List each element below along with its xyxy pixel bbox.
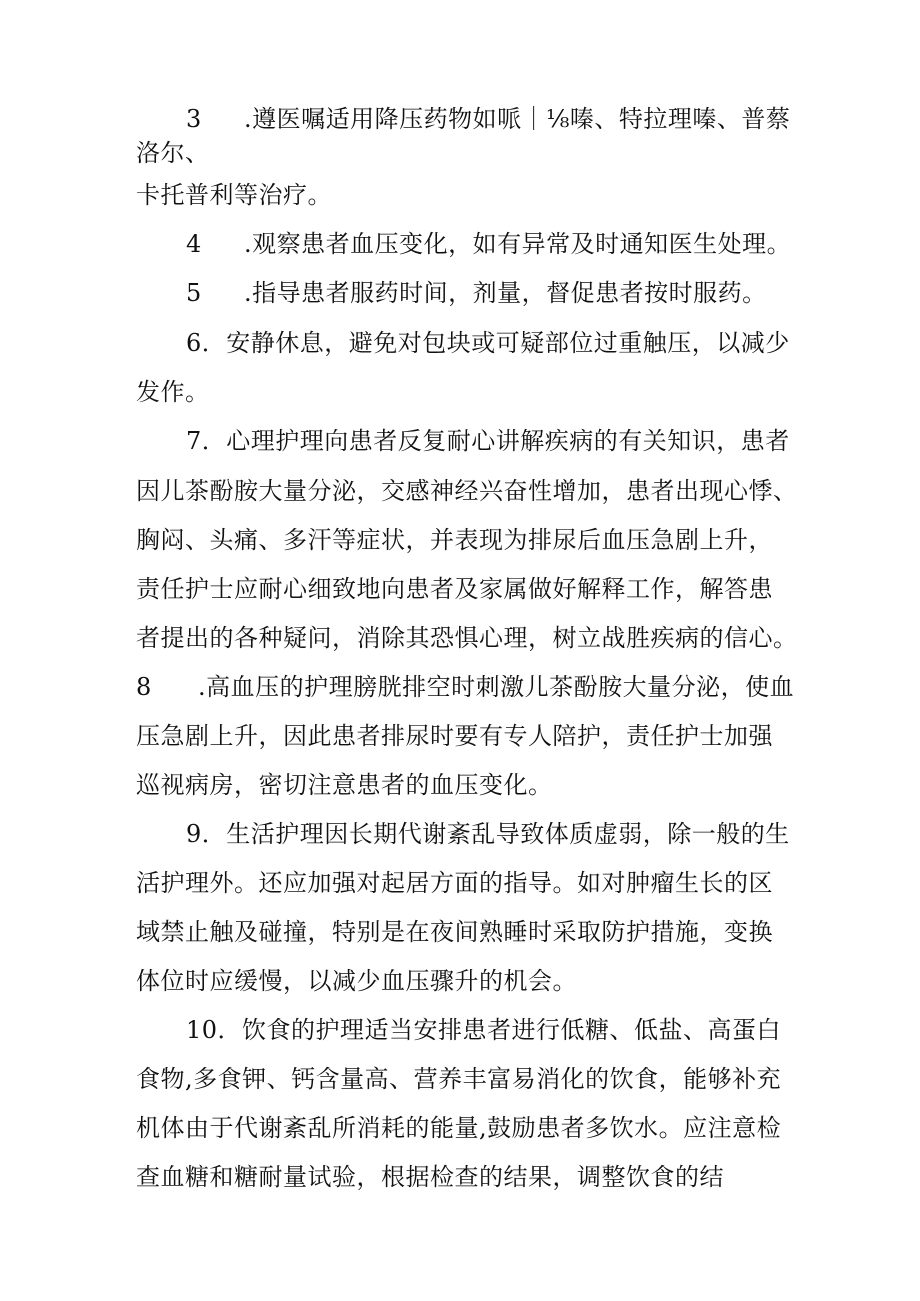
item-9-line-4: 体位时应缓慢，以减少血压骤升的机会。 [136,967,577,995]
item-3-text-1: .遵医嘱适用降压药物如哌｜⅛嗪、特拉理嗪、普蔡 [244,105,791,133]
item-7-line-1: 7．心理护理向患者反复耐心讲解疾病的有关知识，患者 [186,427,790,455]
item-6-line-2: 发作。 [136,378,210,406]
item-4-text-1: .观察患者血压变化，如有异常及时通知医生处理。 [244,230,792,258]
item-10-line-1: 10．饮食的护理适当安排患者进行低糖、低盐、高蛋白 [186,1016,782,1044]
item-7-line-3: 胸闷、头痛、多汗等症状，并表现为排尿后血压急剧上升， [136,526,773,554]
item-8-line-3: 巡视病房，密切注意患者的血压变化。 [136,771,553,799]
item-10-line-3: 机体由于代谢紊乱所消耗的能量,鼓励患者多饮水。应注意检 [136,1114,782,1142]
item-3-line-1 [186,104,790,134]
item-9-line-1: 9．生活护理因长期代谢紊乱导致体质虚弱，除一般的生 [186,820,790,848]
item-5-text-1: .指导患者服药时间，剂量，督促患者按时服药。 [244,279,767,307]
item-7-line-2: 因儿茶酚胺大量分泌，交感神经兴奋性增加，患者出现心悸、 [136,477,798,505]
item-9-line-3: 域禁止触及碰撞，特别是在夜间熟睡时采取防护措施，变换 [136,918,773,946]
item-8-line-1 [136,672,794,702]
item-6-line-1: 6．安静休息，避免对包块或可疑部位过重触压，以减少 [186,329,790,357]
item-5-number: 5 [186,279,202,307]
item-7-line-5: 者提出的各种疑问，消除其恐惧心理，树立战胜疾病的信心。 [136,624,798,652]
item-3-number: 3 [186,105,202,133]
item-8-line-2: 压急剧上升，因此患者排尿时要有专人陪护，责任护士加强 [136,722,773,750]
item-4-number: 4 [186,230,202,258]
item-8-number: 8 [136,673,152,701]
item-10-line-2: 食物,多食钾、钙含量高、营养丰富易消化的饮食，能够补充 [136,1065,782,1093]
item-10-line-4: 查血糖和糖耐量试验，根据检查的结果，调整饮食的结 [136,1163,724,1191]
item-8-text-1: .高血压的护理膀胱排空时刺激儿茶酚胺大量分泌，使血 [198,673,795,701]
item-7-line-4: 责任护士应耐心细致地向患者及家属做好解释工作，解答患 [136,575,773,603]
item-3-line-2: 洛尔、 [136,139,210,167]
item-4-line-1 [186,229,791,259]
item-9-line-2: 活护理外。还应加强对起居方面的指导。如对肿瘤生长的区 [136,869,773,897]
item-5-line-1 [186,278,767,308]
item-3-line-3: 卡托普利等治疗。 [136,181,332,209]
